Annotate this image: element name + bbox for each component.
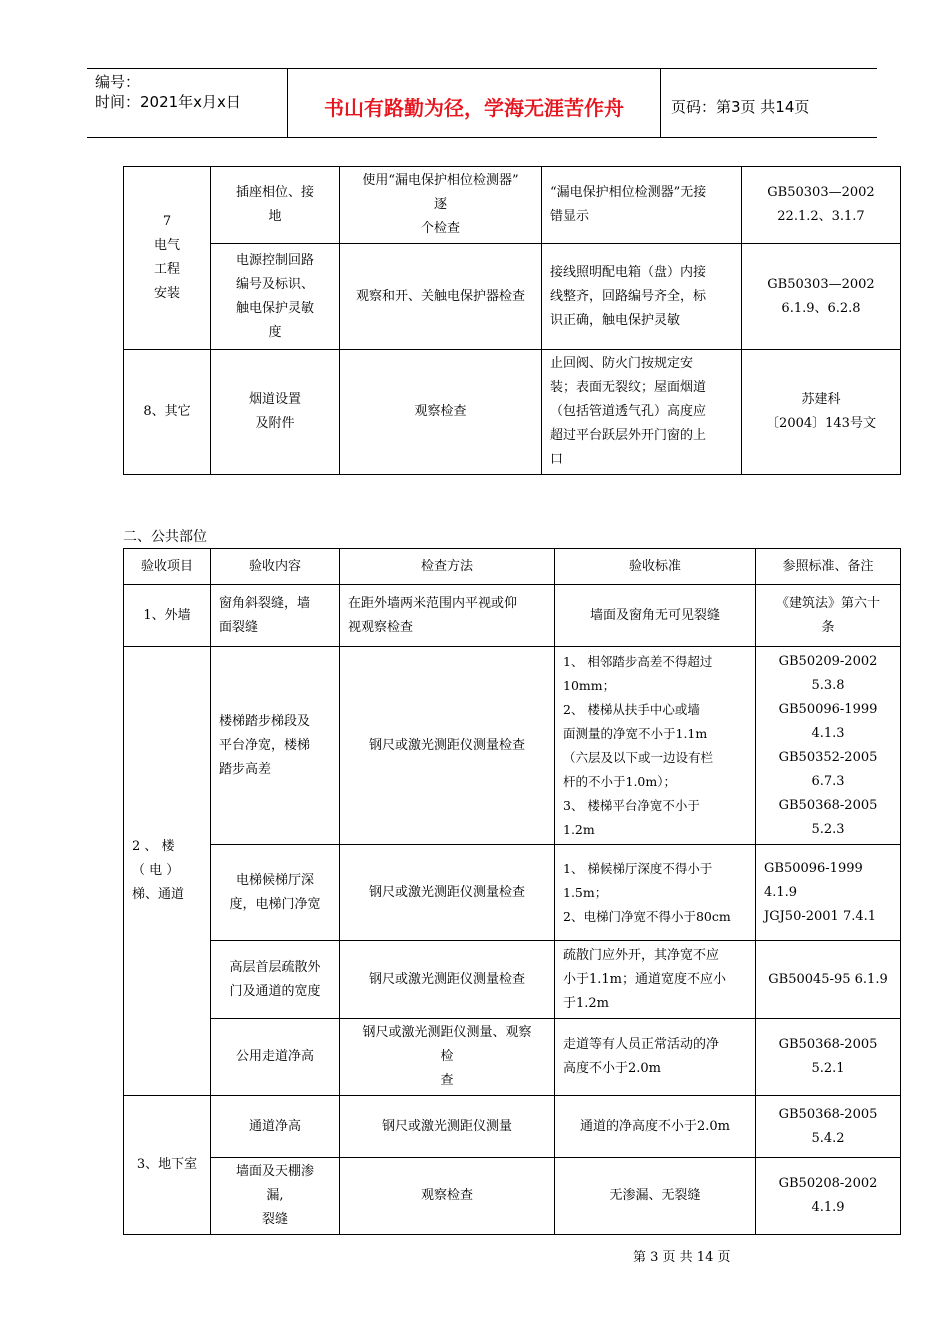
content-cell: 墙面及天棚渗 漏, 裂缝 xyxy=(211,1158,340,1235)
content-cell: 楼梯踏步梯段及 平台净宽，楼梯 踏步高差 xyxy=(211,647,340,845)
criteria-cell: 走道等有人员正常活动的净 高度不小于2.0m xyxy=(555,1019,756,1096)
content-cell: 公用走道净高 xyxy=(211,1019,340,1096)
method-cell: 观察检查 xyxy=(340,350,542,475)
method-cell: 使用“漏电保护相位检测器” 逐 个检查 xyxy=(340,167,542,244)
column-header: 验收项目 xyxy=(124,549,211,585)
criteria-cell: 接线照明配电箱（盘）内接 线整齐，回路编号齐全，标 识正确，触电保护灵敏 xyxy=(542,244,742,350)
method-cell: 钢尺或激光测距仪测量检查 xyxy=(340,845,555,941)
method-cell: 钢尺或激光测距仪测量检查 xyxy=(340,941,555,1019)
reference-cell: GB50208-2002 4.1.9 xyxy=(756,1158,901,1235)
reference-cell: GB50045-95 6.1.9 xyxy=(756,941,901,1019)
item-cell: 7 电气 工程 安装 xyxy=(124,167,211,350)
table-header-row xyxy=(124,549,901,585)
item-cell: 8、其它 xyxy=(124,350,211,475)
table-row xyxy=(124,167,901,244)
time-label: 时间：2021年x月x日 xyxy=(95,93,241,111)
page-header xyxy=(87,68,877,138)
table-row xyxy=(124,1096,901,1158)
reference-cell: GB50096-1999 4.1.9 JGJ50-2001 7.4.1 xyxy=(756,845,901,941)
method-cell: 观察和开、关触电保护器检查 xyxy=(340,244,542,350)
item-cell: 3、地下室 xyxy=(124,1096,211,1235)
content-cell: 窗角斜裂缝，墙 面裂缝 xyxy=(211,585,340,647)
column-header: 检查方法 xyxy=(340,549,555,585)
method-cell: 观察检查 xyxy=(340,1158,555,1235)
table-row xyxy=(124,244,901,350)
section-title: 二、公共部位 xyxy=(123,529,207,545)
table-row xyxy=(124,350,901,475)
content-cell: 烟道设置 及附件 xyxy=(211,350,340,475)
content-cell: 电梯候梯厅深 度，电梯门净宽 xyxy=(211,845,340,941)
criteria-cell: 1、 梯候梯厅深度不得小于 1.5m； 2、电梯门净宽不得小于80cm xyxy=(555,845,756,941)
public-area-table xyxy=(123,548,901,1235)
inspection-table-continued xyxy=(123,166,901,475)
column-header: 验收标准 xyxy=(555,549,756,585)
table-row xyxy=(124,1019,901,1096)
criteria-cell: 疏散门应外开，其净宽不应 小于1.1m；通道宽度不应小 于1.2m xyxy=(555,941,756,1019)
column-header: 参照标准、备注 xyxy=(756,549,901,585)
item-cell: 2 、 楼 （ 电 ） 梯、通道 xyxy=(124,647,211,1096)
content-cell: 高层首层疏散外 门及通道的宽度 xyxy=(211,941,340,1019)
content-cell: 插座相位、接 地 xyxy=(211,167,340,244)
reference-cell: 《建筑法》第六十 条 xyxy=(756,585,901,647)
column-header: 验收内容 xyxy=(211,549,340,585)
content-cell: 通道净高 xyxy=(211,1096,340,1158)
criteria-cell: 无渗漏、无裂缝 xyxy=(555,1158,756,1235)
header-meta xyxy=(87,69,287,137)
header-motto: 书山有路勤为径，学海无涯苦作舟 xyxy=(287,69,661,137)
number-label: 编号： xyxy=(95,73,141,91)
criteria-cell: 墙面及窗角无可见裂缝 xyxy=(555,585,756,647)
table-row xyxy=(124,845,901,941)
criteria-cell: 1、 相邻踏步高差不得超过 10mm； 2、 楼梯从扶手中心或墙 面测量的净宽不小于1.1m （六层及以下或一边设有栏 杆的不小于1.0m）； 3、 楼梯平台净宽不小于 1.2m xyxy=(555,647,756,845)
reference-cell: GB50209-2002 5.3.8 GB50096-1999 4.1.3 GB50352-2005 6.7.3 GB50368-2005 5.2.3 xyxy=(756,647,901,845)
reference-cell: 苏建科 〔2004〕143号文 xyxy=(742,350,901,475)
table-row xyxy=(124,941,901,1019)
method-cell: 钢尺或激光测距仪测量检查 xyxy=(340,647,555,845)
content-cell: 电源控制回路 编号及标识、 触电保护灵敏 度 xyxy=(211,244,340,350)
reference-cell: GB50368-2005 5.2.1 xyxy=(756,1019,901,1096)
table-row xyxy=(124,1158,901,1235)
reference-cell: GB50303—2002 22.1.2、3.1.7 xyxy=(742,167,901,244)
header-page-label: 页码：第3页 共14页 xyxy=(671,97,810,116)
method-cell: 钢尺或激光测距仪测量、观察 检 查 xyxy=(340,1019,555,1096)
page-footer: 第 3 页 共 14 页 xyxy=(633,1250,731,1265)
criteria-cell: “漏电保护相位检测器”无接 错显示 xyxy=(542,167,742,244)
reference-cell: GB50368-2005 5.4.2 xyxy=(756,1096,901,1158)
reference-cell: GB50303—2002 6.1.9、6.2.8 xyxy=(742,244,901,350)
table-row xyxy=(124,585,901,647)
table-row xyxy=(124,647,901,845)
method-cell: 在距外墙两米范围内平视或仰 视观察检查 xyxy=(340,585,555,647)
item-cell: 1、外墙 xyxy=(124,585,211,647)
criteria-cell: 止回阀、防火门按规定安 装；表面无裂纹；屋面烟道 （包括管道透气孔）高度应 超过平台跃层外开门窗的上 口 xyxy=(542,350,742,475)
method-cell: 钢尺或激光测距仪测量 xyxy=(340,1096,555,1158)
criteria-cell: 通道的净高度不小于2.0m xyxy=(555,1096,756,1158)
